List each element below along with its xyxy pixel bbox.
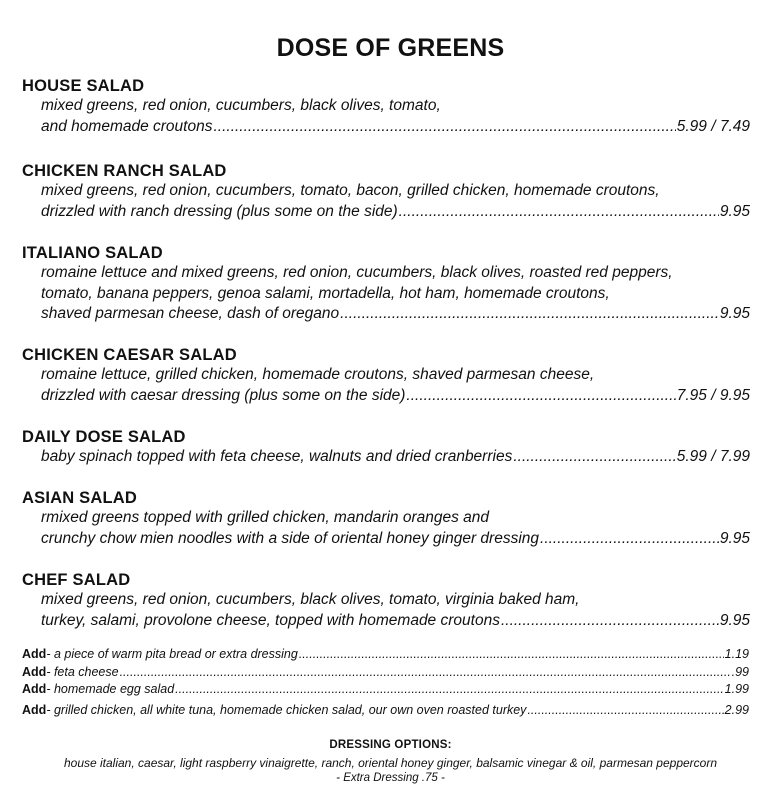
add-on-text: - grilled chicken, all white tuna, homemade chicken salad, our own oven roasted turkey [46,702,527,717]
item-price: 9.95 [719,529,750,547]
item-price: 7.95 / 9.95 [676,386,750,404]
add-on-price: 2.99 [724,702,749,717]
item-name: CHEF SALAD [22,571,131,589]
item-name: ITALIANO SALAD [22,244,163,262]
item-price-line [41,117,750,138]
dot-leader [120,664,731,682]
item-name: CHICKEN CAESAR SALAD [22,346,237,364]
menu-item-asian-salad [22,488,750,549]
item-description: romaine lettuce, grilled chicken, homemade croutons, shaved parmesan cheese, [41,366,595,383]
item-price-line [41,304,750,325]
item-description: rmixed greens topped with grilled chicken, mandarin oranges and [41,509,490,526]
dressing-title: DRESSING OPTIONS: [329,739,452,751]
dot-leader [213,117,675,138]
dot-leader [501,611,719,632]
menu-item-italiano-salad [22,243,750,325]
dot-leader [527,702,723,720]
item-price: 9.95 [719,202,750,220]
add-on-text: - feta cheese [46,664,119,679]
extra-dressing-note: - Extra Dressing .75 - [336,772,445,784]
item-description: tomato, banana peppers, genoa salami, mortadella, hot ham, homemade croutons, [41,284,610,302]
add-on-text: - homemade egg salad [46,682,175,696]
item-price-line [41,529,750,550]
item-description: and homemade croutons [41,117,213,135]
add-keyword: Add [22,647,47,661]
menu-item-chef-salad [22,570,750,631]
menu-item-chicken-ranch-salad [22,161,750,222]
item-description: mixed greens, red onion, cucumbers, black olives, tomato, [41,97,441,114]
item-price-line [41,447,750,468]
item-price-line [41,611,750,632]
dot-leader [175,681,723,699]
add-on-item [22,681,749,699]
item-name: CHICKEN RANCH SALAD [22,162,227,180]
add-keyword: Add [22,702,47,717]
add-keyword: Add [22,664,47,679]
item-name: DAILY DOSE SALAD [22,428,186,446]
item-name: HOUSE SALAD [22,77,145,95]
item-description: turkey, salami, provolone cheese, topped with homemade croutons [41,611,500,629]
add-ons-list [22,646,749,719]
dressing-options [0,738,781,786]
menu-item-house-salad [22,76,750,137]
dot-leader [299,646,724,664]
item-name: ASIAN SALAD [22,489,137,507]
add-on-item [22,664,749,682]
item-description: crunchy chow mien noodles with a side of oriental honey ginger dressing [41,529,540,547]
item-description: drizzled with ranch dressing (plus some on the side) [41,202,398,220]
item-price: 9.95 [719,611,750,629]
menu-title: DOSE OF GREENS [276,34,505,62]
dressing-list: house italian, caesar, light raspberry vinaigrette, ranch, oriental honey ginger, balsamic vinegar & oil, parmesan peppercorn [63,756,718,770]
dot-leader [406,386,675,407]
item-description: romaine lettuce and mixed greens, red onion, cucumbers, black olives, roasted red peppers, [41,264,673,281]
dot-leader [340,304,719,325]
add-on-item [22,702,749,720]
item-description: shaved parmesan cheese, dash of oregano [41,305,340,322]
item-price: 5.99 / 7.49 [676,117,750,135]
item-price: 5.99 / 7.99 [676,448,750,465]
add-keyword: Add [22,682,47,696]
item-price-line [41,386,750,407]
menu-item-chicken-caesar-salad [22,345,750,406]
item-description: drizzled with caesar dressing (plus some on the side) [41,386,406,404]
item-description: mixed greens, red onion, cucumbers, tomato, bacon, grilled chicken, homemade croutons, [41,182,660,199]
item-price-line [41,202,750,223]
item-price: 9.95 [719,305,750,322]
add-on-price: .99 [731,664,749,679]
item-description: baby spinach topped with feta cheese, walnuts and dried cranberries [41,448,513,465]
add-on-text: - a piece of warm pita bread or extra dressing [46,647,298,661]
dot-leader [540,529,719,550]
add-on-price: 1.99 [724,682,749,696]
dot-leader [513,447,675,468]
item-description: mixed greens, red onion, cucumbers, black olives, tomato, virginia baked ham, [41,591,580,608]
dot-leader [399,202,719,223]
add-on-item [22,646,749,664]
menu-item-daily-dose-salad [22,427,750,468]
add-on-price: 1.19 [724,647,749,661]
